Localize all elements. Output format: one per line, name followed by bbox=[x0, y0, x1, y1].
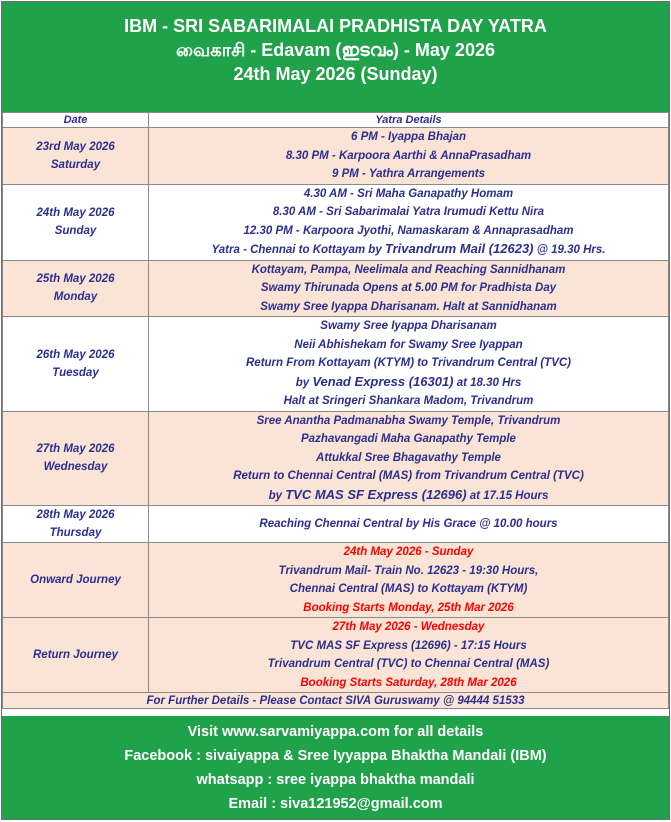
yatra-flyer bbox=[1, 1, 670, 820]
train-name: Trivandrum Mail (12623) bbox=[384, 241, 534, 256]
row-date: 26th May 2026 bbox=[36, 348, 115, 361]
row-day: Tuesday bbox=[52, 366, 99, 379]
row-date-cell bbox=[3, 184, 149, 260]
row-day: Sunday bbox=[54, 225, 97, 237]
detail-line: Reaching Chennai Central by His Grace @ 10.00 hours bbox=[259, 517, 558, 530]
row-date: 27th May 2026 bbox=[36, 443, 115, 456]
train-name: TVC MAS SF Express (12696) bbox=[285, 486, 467, 502]
flyer-footer bbox=[2, 716, 669, 819]
row-details-cell bbox=[149, 260, 669, 317]
column-header-date: Date bbox=[3, 113, 149, 128]
onward-date: 24th May 2026 - Sunday bbox=[343, 546, 474, 558]
return-train: TVC MAS SF Express (12696) - 17:15 Hours bbox=[290, 639, 527, 652]
detail-line: 8.30 AM - Sri Sabarimalai Yatra Irumudi Kettu Nira bbox=[272, 206, 545, 218]
onward-details bbox=[149, 543, 669, 618]
detail-line: Neii Abhishekam for Swamy Sree Iyappan bbox=[294, 338, 523, 351]
row-day: Saturday bbox=[50, 158, 101, 171]
schedule-row bbox=[3, 128, 669, 185]
row-date: 23rd May 2026 bbox=[36, 140, 115, 153]
train-suffix: @ 19.30 Hrs. bbox=[533, 244, 606, 256]
schedule-row bbox=[3, 260, 669, 317]
detail-line: Return to Chennai Central (MAS) from Trivandrum Central (TVC) bbox=[233, 470, 584, 482]
detail-line: 6 PM - Iyappa Bhajan bbox=[350, 131, 467, 143]
detail-line: Attukkal Sree Bhagavathy Temple bbox=[316, 451, 501, 464]
return-journey-row bbox=[3, 618, 669, 693]
train-line bbox=[149, 373, 668, 393]
detail-line: Return From Kottayam (KTYM) to Trivandrum Central (TVC) bbox=[246, 357, 571, 369]
row-date: 25th May 2026 bbox=[36, 273, 115, 286]
detail-line: Halt at Sringeri Shankara Madom, Trivandrum bbox=[283, 395, 534, 407]
return-details bbox=[149, 618, 669, 693]
email-line: Email : siva121952@gmail.com bbox=[228, 796, 443, 812]
row-date: 28th May 2026 bbox=[36, 509, 115, 521]
row-date-cell bbox=[3, 128, 149, 185]
schedule-row bbox=[3, 506, 669, 543]
detail-line: Pazhavangadi Maha Ganapathy Temple bbox=[301, 433, 516, 445]
header-title: IBM - SRI SABARIMALAI PRADHISTA DAY YATRA bbox=[124, 16, 547, 36]
onward-label: Onward Journey bbox=[3, 543, 149, 618]
onward-booking: Booking Starts Monday, 25th Mar 2026 bbox=[303, 601, 514, 614]
whatsapp-line: whatsapp : sree iyappa bhaktha mandali bbox=[196, 772, 475, 788]
onward-train: Trivandrum Mail- Train No. 12623 - 19:30 Hours, bbox=[278, 564, 539, 577]
detail-line: 4.30 AM - Sri Maha Ganapathy Homam bbox=[303, 187, 514, 200]
detail-line: Kottayam, Pampa, Neelimala and Reaching Sannidhanam bbox=[251, 263, 566, 276]
detail-line: Swamy Thirunada Opens at 5.00 PM for Pradhista Day bbox=[260, 282, 557, 294]
train-line bbox=[149, 486, 668, 506]
train-name: Venad Express (16301) bbox=[312, 373, 454, 389]
contact-row bbox=[3, 693, 669, 709]
train-suffix: at 17.15 Hours bbox=[466, 489, 549, 502]
return-label: Return Journey bbox=[3, 618, 149, 693]
train-suffix: at 18.30 Hrs bbox=[453, 376, 522, 389]
row-details-cell bbox=[149, 411, 669, 506]
return-route: Trivandrum Central (TVC) to Chennai Central (MAS) bbox=[267, 658, 550, 670]
flyer-header bbox=[2, 2, 669, 112]
schedule-table bbox=[2, 112, 669, 709]
onward-journey-row bbox=[3, 543, 669, 618]
detail-line: 12.30 PM - Karpoora Jyothi, Namaskaram & Annaprasadham bbox=[243, 224, 574, 237]
header-month: வைகாசி - Edavam (ഇടവം) - May 2026 bbox=[176, 40, 495, 60]
row-day: Monday bbox=[53, 291, 98, 304]
row-details-cell bbox=[149, 317, 669, 412]
row-date-cell bbox=[3, 506, 149, 543]
return-booking: Booking Starts Saturday, 28th Mar 2026 bbox=[300, 676, 517, 689]
header-date: 24th May 2026 (Sunday) bbox=[233, 64, 438, 84]
row-day: Wednesday bbox=[43, 461, 108, 474]
train-prefix: Yatra - Chennai to Kottayam by bbox=[211, 244, 385, 256]
column-header-details: Yatra Details bbox=[149, 113, 669, 128]
row-date: 24th May 2026 bbox=[36, 207, 115, 219]
row-details-cell bbox=[149, 184, 669, 260]
row-date-cell bbox=[3, 317, 149, 412]
train-line bbox=[149, 240, 668, 260]
contact-text: For Further Details - Please Contact SIVA Guruswamy @ 94444 51533 bbox=[3, 693, 669, 709]
row-details-cell bbox=[149, 506, 669, 543]
onward-route: Chennai Central (MAS) to Kottayam (KTYM) bbox=[289, 583, 528, 595]
schedule-row bbox=[3, 317, 669, 412]
schedule-row bbox=[3, 184, 669, 260]
detail-line: Sree Anantha Padmanabha Swamy Temple, Trivandrum bbox=[256, 414, 561, 427]
row-date-cell bbox=[3, 260, 149, 317]
website-line: Visit www.sarvamiyappa.com for all details bbox=[187, 724, 484, 740]
detail-line: 8.30 PM - Karpoora Aarthi & AnnaPrasadham bbox=[285, 149, 532, 162]
row-date-cell bbox=[3, 411, 149, 506]
facebook-line: Facebook : sivaiyappa & Sree Iyyappa Bhaktha Mandali (IBM) bbox=[124, 748, 547, 764]
row-day: Thursday bbox=[49, 527, 102, 539]
detail-line: Swamy Sree Iyappa Dharisanam bbox=[320, 320, 497, 332]
detail-line: 9 PM - Yathra Arrangements bbox=[332, 168, 485, 180]
return-date: 27th May 2026 - Wednesday bbox=[332, 621, 485, 633]
train-prefix: by bbox=[295, 376, 313, 389]
train-prefix: by bbox=[268, 489, 286, 502]
detail-line: Swamy Sree Iyappa Dharisanam. Halt at Sannidhanam bbox=[260, 300, 557, 313]
row-details-cell bbox=[149, 128, 669, 185]
schedule-row bbox=[3, 411, 669, 506]
